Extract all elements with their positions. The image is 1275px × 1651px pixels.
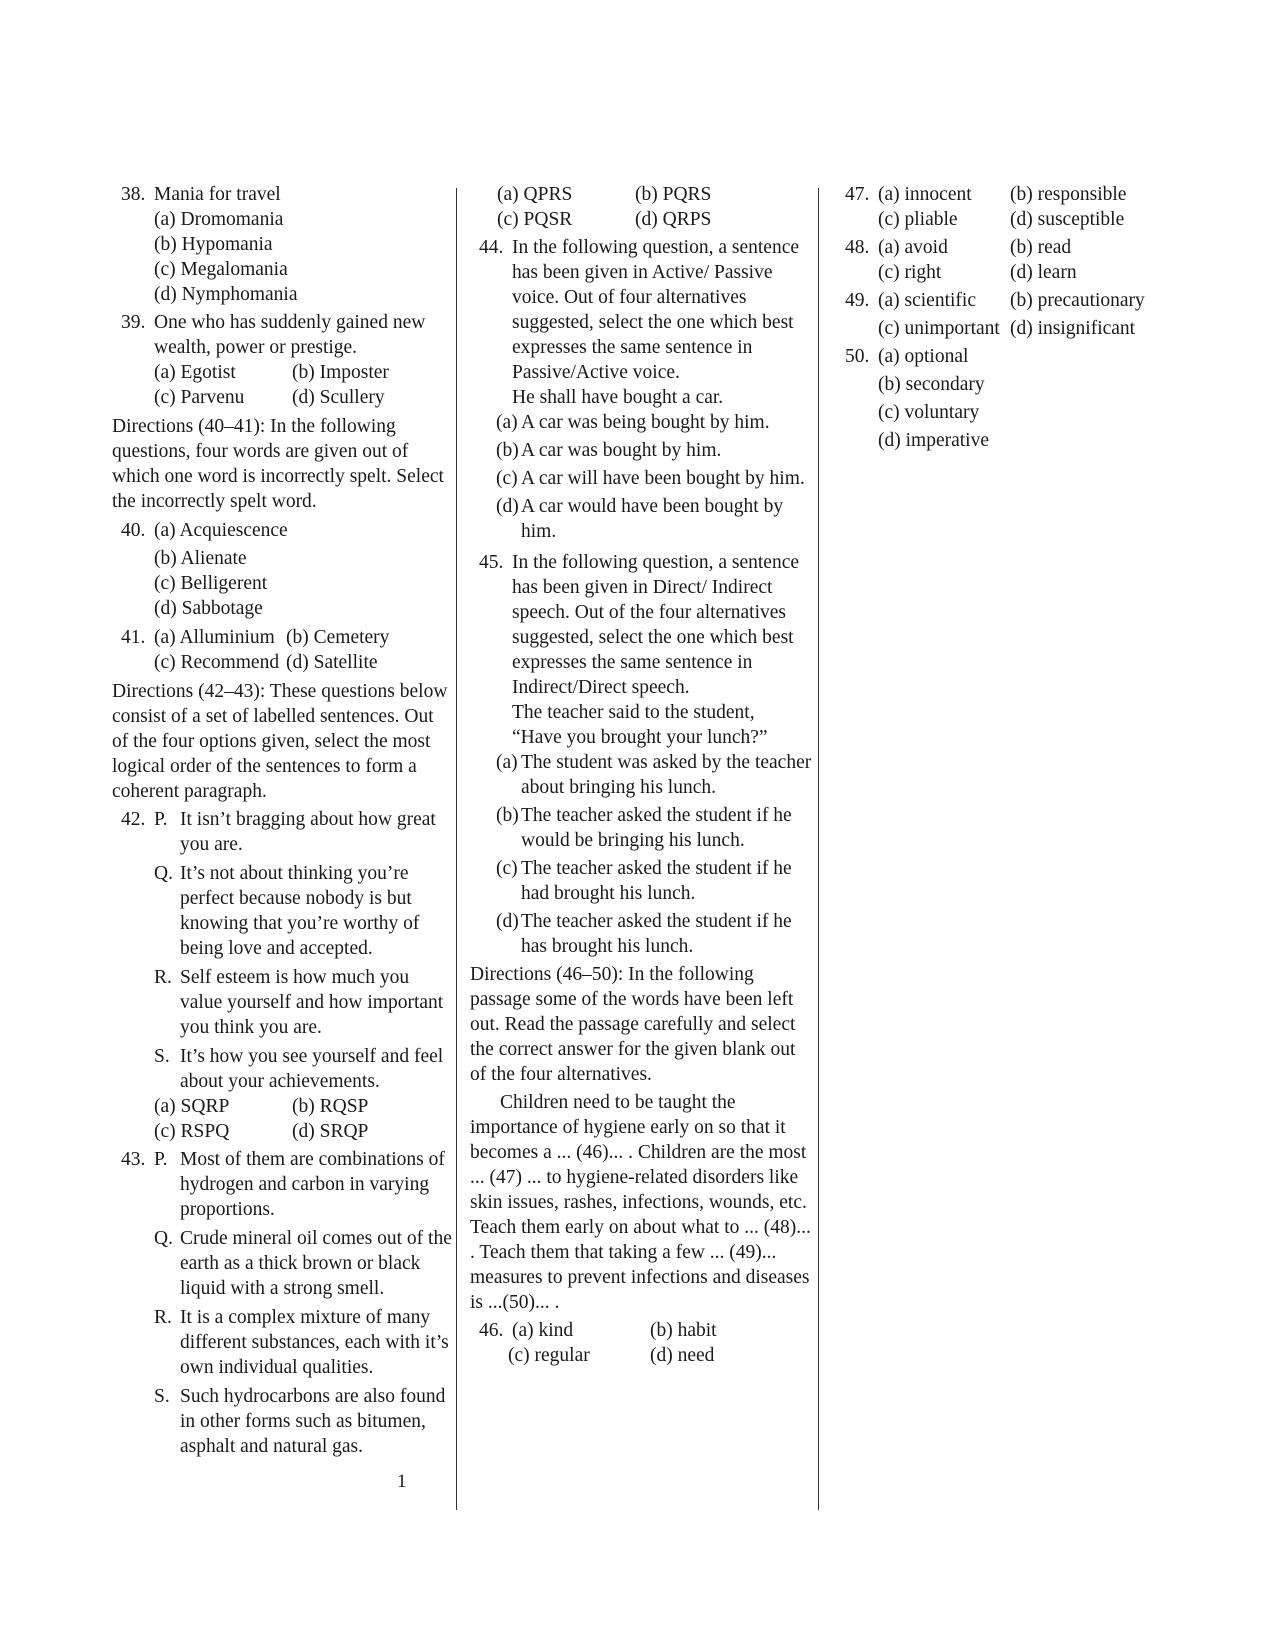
option-label: (d) <box>496 496 519 517</box>
option-c <box>496 856 815 906</box>
option-a <box>496 410 815 435</box>
option-b: (b) precautionary <box>1010 290 1145 311</box>
sentence-label: S. <box>154 1046 170 1067</box>
option-a <box>496 750 815 800</box>
question-stem: In the following question, a sentence has been given in Direct/ Indirect speech. Out of the four alternatives suggested, select the one which best expresses the same sentence in Indirect/Direct speech. <box>512 552 800 698</box>
option-d: (d) need <box>650 1345 715 1366</box>
column-divider <box>456 188 457 1510</box>
option-d: (d) Nymphomania <box>154 284 298 305</box>
sentence-text: Self esteem is how much you value yourself and how important you think you are. <box>180 967 444 1038</box>
sentence-r <box>154 1305 452 1380</box>
column-3 <box>836 182 1156 453</box>
option-text: The teacher asked the student if he had brought his lunch. <box>521 858 792 904</box>
sentence-text: It is a complex mixture of many different substances, each with it’s own individual qualities. <box>180 1307 449 1378</box>
question-sentence: He shall have bought a car. <box>512 387 724 408</box>
question-number: 47. <box>845 184 870 205</box>
option-a: (a) scientific <box>878 290 976 311</box>
option-a: (a) Acquiescence <box>154 520 288 541</box>
option-c: (c) unimportant <box>878 318 1000 339</box>
option-b: (b) read <box>1010 237 1072 258</box>
option-text: A car will have been bought by him. <box>521 468 805 489</box>
question-45-options <box>470 750 815 959</box>
sentence-p <box>154 1147 452 1222</box>
option-text: The teacher asked the student if he would be bringing his lunch. <box>521 805 792 851</box>
option-text: A car was being bought by him. <box>521 412 770 433</box>
option-label: (b) <box>496 805 519 826</box>
option-a: (a) SQRP <box>154 1096 230 1117</box>
option-d: (d) susceptible <box>1010 209 1125 230</box>
directions-46-50: Directions (46–50): In the following passage some of the words have been left out. Read the passage carefully and select the correct answer for the given blank out of the four alternatives. <box>470 964 796 1085</box>
column-1 <box>112 182 452 1459</box>
sentence-text: It’s not about thinking you’re perfect because nobody is but knowing that you’re worthy of being love and accepted. <box>180 863 420 959</box>
sentence-q <box>154 861 452 961</box>
option-a: (a) Alluminium <box>154 627 275 648</box>
question-49 <box>836 288 1156 341</box>
question-number: 49. <box>845 290 870 311</box>
option-c: (c) regular <box>508 1345 590 1366</box>
question-number: 38. <box>121 184 146 205</box>
option-c: (c) right <box>878 262 942 283</box>
question-number: 40. <box>121 520 146 541</box>
sentence-label: P. <box>154 809 168 830</box>
question-46 <box>470 1318 815 1368</box>
question-number: 48. <box>845 237 870 258</box>
question-41 <box>112 625 452 675</box>
option-d: (d) learn <box>1010 262 1077 283</box>
question-number: 46. <box>479 1320 504 1341</box>
option-text: A car would have been bought by him. <box>521 496 784 542</box>
option-b: (b) Imposter <box>292 362 389 383</box>
option-b: (b) Alienate <box>154 548 247 569</box>
question-number: 42. <box>121 809 146 830</box>
sentence-label: Q. <box>154 863 173 884</box>
option-d: (d) SRQP <box>292 1121 369 1142</box>
option-b: (b) PQRS <box>635 184 712 205</box>
question-48 <box>836 235 1156 285</box>
question-47 <box>836 182 1156 232</box>
option-d <box>496 494 815 544</box>
option-d: (d) Scullery <box>292 387 385 408</box>
option-b: (b) RQSP <box>292 1096 369 1117</box>
option-label: (a) <box>496 412 518 433</box>
option-a: (a) optional <box>878 346 969 367</box>
option-a: (a) Dromomania <box>154 209 284 230</box>
question-number: 50. <box>845 346 870 367</box>
option-c: (c) Recommend <box>154 652 280 673</box>
option-a: (a) kind <box>512 1320 574 1341</box>
question-40 <box>112 518 452 621</box>
question-stem: In the following question, a sentence has been given in Active/ Passive voice. Out of four alternatives suggested, select the one which best expresses the same sentence in Passive/Active voice. <box>512 237 800 383</box>
option-label: (d) <box>496 911 519 932</box>
column-divider <box>818 188 819 1510</box>
sentence-label: R. <box>154 1307 172 1328</box>
option-a: (a) avoid <box>878 237 948 258</box>
question-38 <box>112 182 452 307</box>
sentence-r <box>154 965 452 1040</box>
option-c: (c) Parvenu <box>154 387 245 408</box>
option-a: (a) QPRS <box>497 184 573 205</box>
question-42 <box>112 807 452 1144</box>
question-number: 39. <box>121 312 146 333</box>
option-a: (a) innocent <box>878 184 972 205</box>
sentence-text: Such hydrocarbons are also found in other forms such as bitumen, asphalt and natural gas. <box>180 1386 446 1457</box>
option-text: A car was bought by him. <box>521 440 722 461</box>
option-d: (d) Sabbotage <box>154 598 263 619</box>
sentence-label: P. <box>154 1149 168 1170</box>
sentence-label: R. <box>154 967 172 988</box>
page-number: 1 <box>397 1471 407 1492</box>
sentence-text: Most of them are combinations of hydrogen and carbon in varying proportions. <box>180 1149 445 1220</box>
question-stem: One who has suddenly gained new wealth, power or prestige. <box>154 312 426 358</box>
sentence-s <box>154 1044 452 1094</box>
option-d: (d) QRPS <box>635 209 712 230</box>
sentence-q <box>154 1226 452 1301</box>
question-43-options <box>470 182 815 232</box>
option-b <box>496 803 815 853</box>
option-d: (d) imperative <box>878 430 989 451</box>
question-43 <box>112 1147 452 1459</box>
option-b <box>496 438 815 463</box>
option-b: (b) Hypomania <box>154 234 273 255</box>
option-d <box>496 909 815 959</box>
question-44 <box>470 235 815 410</box>
question-sentence-line-1: The teacher said to the student, <box>512 702 755 723</box>
option-label: (c) <box>496 468 518 489</box>
option-label: (b) <box>496 440 519 461</box>
sentence-text: Crude mineral oil comes out of the earth as a thick brown or black liquid with a strong smell. <box>180 1228 452 1299</box>
option-a: (a) Egotist <box>154 362 236 383</box>
option-c: (c) Belligerent <box>154 573 268 594</box>
question-number: 41. <box>121 627 146 648</box>
option-b: (b) habit <box>650 1320 717 1341</box>
option-b: (b) responsible <box>1010 184 1127 205</box>
option-d: (d) Satellite <box>286 652 378 673</box>
option-c: (c) pliable <box>878 209 958 230</box>
sentence-label: S. <box>154 1386 170 1407</box>
option-label: (a) <box>496 752 518 773</box>
option-text: The student was asked by the teacher about bringing his lunch. <box>521 752 812 798</box>
directions-42-43: Directions (42–43): These questions below consist of a set of labelled sentences. Out of the four options given, select the most logical order of the sentences to form a coherent paragraph. <box>112 681 448 802</box>
option-c <box>496 466 815 491</box>
question-stem: Mania for travel <box>154 184 281 205</box>
cloze-passage: Children need to be taught the importance of hygiene early on so that it becomes a ... (46)... . Children are the most ... (47) ... to hygiene-related disorders like skin issues, rashes, infections, wounds, etc. Teach them early on about what to ... (48)... . Teach them that taking a few ... (49)... measures to prevent infections and diseases is ...(50)... . <box>470 1092 811 1313</box>
question-50 <box>836 344 1156 453</box>
question-39 <box>112 310 452 410</box>
question-number: 45. <box>479 552 504 573</box>
column-2 <box>470 182 815 1368</box>
question-sentence-line-2: “Have you brought your lunch?” <box>512 727 768 748</box>
sentence-text: It’s how you see yourself and feel about your achievements. <box>180 1046 444 1092</box>
directions-40-41: Directions (40–41): In the following questions, four words are given out of which one word is incorrectly spelt. Select the incorrectly spelt word. <box>112 416 444 512</box>
option-c: (c) RSPQ <box>154 1121 230 1142</box>
sentence-text: It isn’t bragging about how great you are. <box>180 809 436 855</box>
option-c: (c) PQSR <box>497 209 573 230</box>
option-c: (c) voluntary <box>878 402 980 423</box>
sentence-label: Q. <box>154 1228 173 1249</box>
sentence-p <box>154 807 452 857</box>
question-number: 44. <box>479 237 504 258</box>
option-c: (c) Megalomania <box>154 259 288 280</box>
sentence-s <box>154 1384 452 1459</box>
option-d: (d) insignificant <box>1010 318 1136 339</box>
option-label: (c) <box>496 858 518 879</box>
question-45 <box>470 550 815 750</box>
question-number: 43. <box>121 1149 146 1170</box>
option-b: (b) secondary <box>878 374 985 395</box>
option-b: (b) Cemetery <box>286 627 390 648</box>
question-44-options <box>470 410 815 544</box>
option-text: The teacher asked the student if he has brought his lunch. <box>521 911 792 957</box>
